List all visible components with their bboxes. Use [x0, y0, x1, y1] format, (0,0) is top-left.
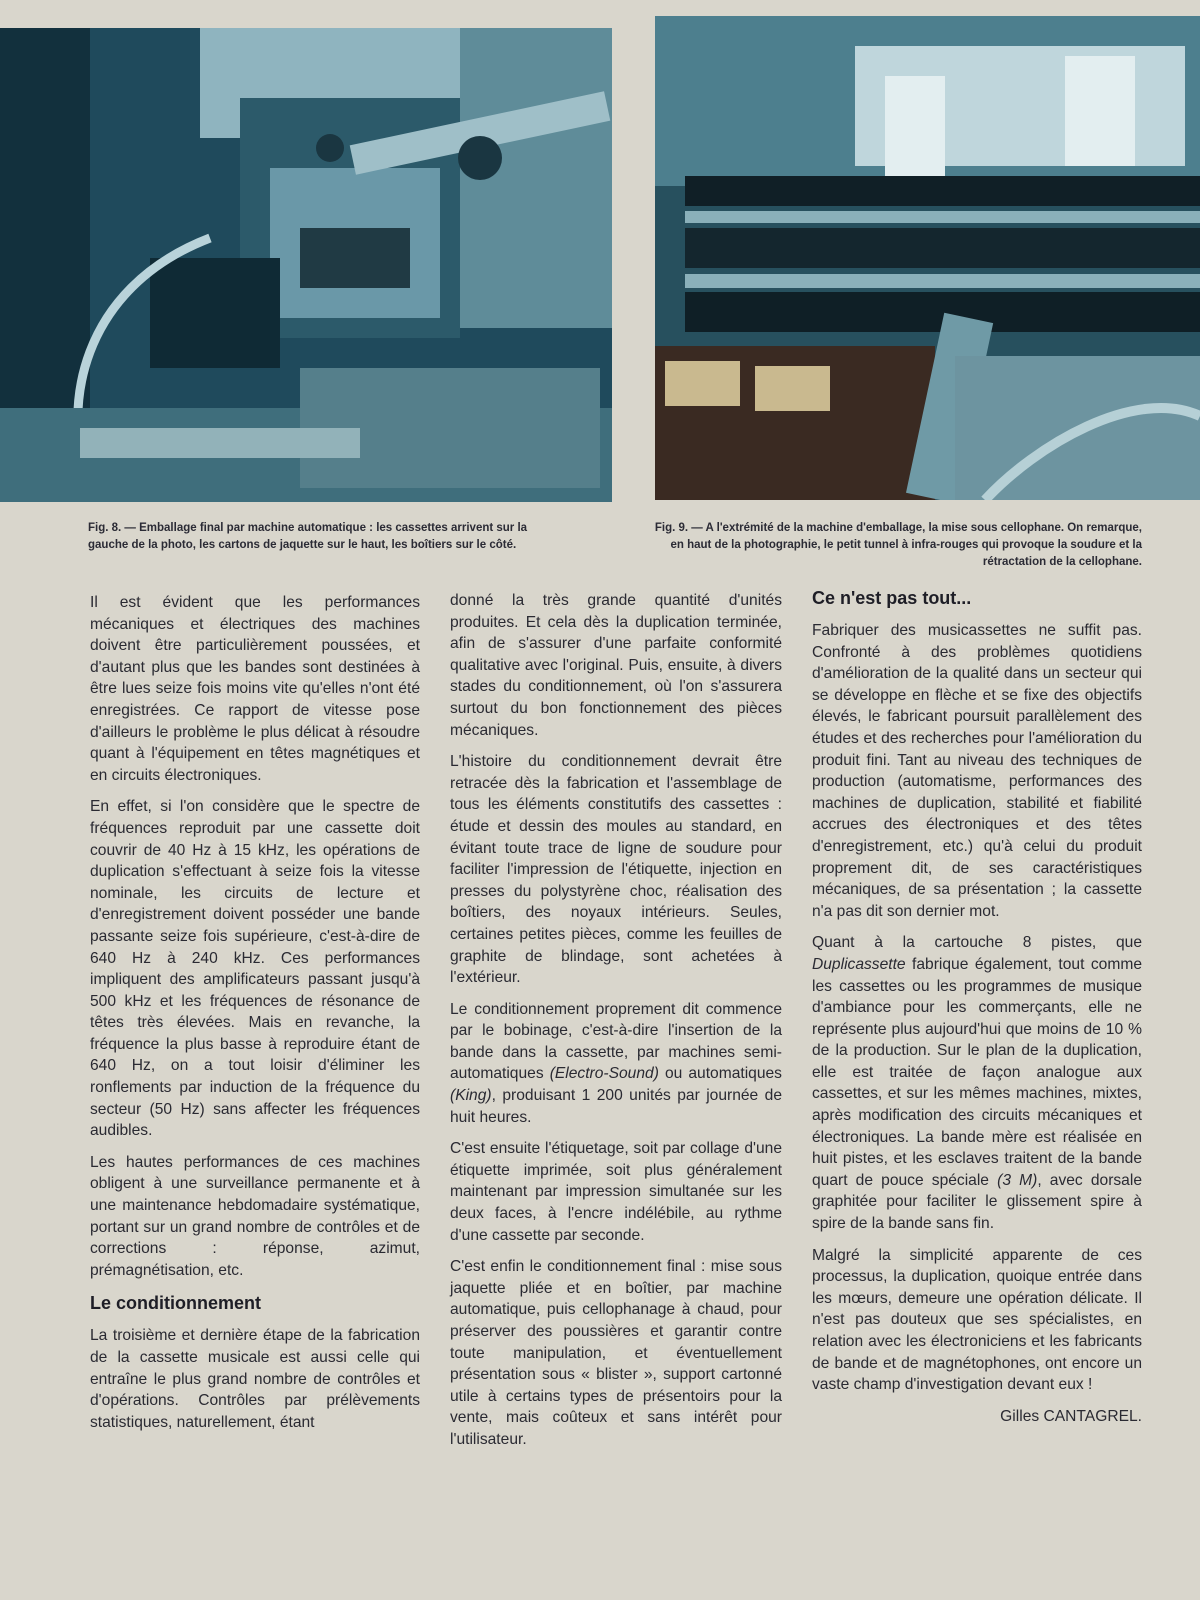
- paragraph: Malgré la simplicité apparente de ces processus, la duplication, quoique entrée dans les mœurs, demeure une opération délicate. Il n'est pas douteux que ses spécialistes, en relation avec les électroniciens et les fabricants de bande et de magnétophones, ont encore un vaste champ d'investigation devant eux !: [812, 1246, 1142, 1394]
- paragraph: Il est évident que les performances mécaniques et électriques des machines doivent être particulièrement poussées, et d'autant plus que les bandes sont destinées à être lues seize fois moins vite qu'elles n'ont été enregistrées. Ce rapport de vitesse pose d'ailleurs le problème le plus délicat à résoudre quant à l'équipement en têtes magnétiques et en circuits électroniques.: [90, 594, 420, 784]
- brand-name: (3 M): [997, 1171, 1038, 1189]
- text-run: ou automatiques: [658, 1065, 782, 1083]
- paragraph: Fabriquer des musicassettes ne suffit pas. Confronté à des problèmes quotidiens d'amélioration de la qualité dans un secteur qui se développe en flèche et se fixe des objectifs élevés, le fabricant poursuit parallèlement des études et des recherches pour l'amélioration du produit fini. Tant au niveau des techniques de production (automatisme, performances des machines de duplication, stabilité et fiabilité accrues des électroniques et des têtes d'enregistrement, etc.) qu'à celui du produit proprement dit, de ses caractéristiques mécaniques, de sa présentation ; la cassette n'a pas dit son dernier mot.: [812, 622, 1142, 920]
- brand-name: (Electro-Sound): [549, 1065, 659, 1083]
- paragraph: donné la très grande quantité d'unités produites. Et cela dès la duplication terminée, afin de s'assurer d'une parfaite conformité qualitative avec l'original. Puis, ensuite, à divers stades du conditionnement, où l'on s'assurera surtout du bon fonctionnement des pièces mécaniques.: [450, 592, 782, 739]
- section-heading: Le conditionnement: [90, 1293, 261, 1314]
- paragraph: La troisième et dernière étape de la fabrication de la cassette musicale est aussi celle qui entraîne le plus grand nombre de contrôles et d'opérations. Contrôles par prélèvements statistiques, naturellement, étant: [90, 1327, 420, 1431]
- packaging-machine-illustration: [0, 28, 612, 502]
- paragraph: C'est enfin le conditionnement final : mise sous jaquette pliée et en boîtier, par machine automatique, puis cellophanage à chaud, pour préserver des poussières et garantir contre toute manipulation, et éventuellement présentation sous « blister », support cartonné utile à certains types de présentoirs pour la vente, mais coûteux et sans intérêt pour l'utilisateur.: [450, 1258, 782, 1448]
- article-column-2: [450, 590, 782, 1461]
- paragraph: [812, 932, 1142, 1234]
- text-run: Quant à la cartouche 8 pistes, que: [812, 934, 1142, 952]
- figure-8-photo: [0, 28, 612, 502]
- paragraph: C'est ensuite l'étiquetage, soit par collage d'une étiquette imprimée, soit plus généralement maintenant par impression simultanée sur les deux faces, à l'encre indélébile, au rythme d'une cassette par seconde.: [450, 1140, 782, 1244]
- text-run: Le conditionnement proprement dit commence par le bobinage, c'est-à-dire l'insertion de la bande dans la cassette, par machines semi-automatiques: [450, 1000, 782, 1083]
- figure-9-caption: Fig. 9. — A l'extrémité de la machine d'emballage, la mise sous cellophane. On remarque, en haut de la photographie, le petit tunnel à infra-rouges qui provoque la soudure et la rétractation de la cellophane.: [654, 522, 1142, 568]
- text-run: , produisant 1 200 unités par journée de huit heures.: [450, 1087, 782, 1126]
- article-column-3: [812, 586, 1142, 1437]
- paragraph: [450, 999, 782, 1129]
- brand-name: (King): [450, 1087, 492, 1105]
- brand-name: Duplicassette: [812, 955, 906, 973]
- text-run: fabrique également, tout comme les cassettes ou les programmes de musique d'ambiance pour les commerçants, elle ne représente plus aujourd'hui que moins de 10 % de la production. Sur le plan de la duplication, elle est traitée de façon analogue aux cassettes, et sur les mêmes machines, mixtes, après modification des circuits mécaniques et électroniques. La bande mère est réalisée en huit pistes, et les esclaves traitent de la bande quart de pouce spéciale: [812, 955, 1142, 1189]
- paragraph: Les hautes performances de ces machines obligent à une surveillance permanente et à une maintenance hebdomadaire systématique, portant sur un grand nombre de contrôles et de corrections : réponse, azimut, prémagnétisation, etc.: [90, 1153, 420, 1279]
- author-signature: Gilles CANTAGREL.: [1000, 1407, 1142, 1425]
- section-heading: Ce n'est pas tout...: [812, 588, 972, 608]
- figure-8-caption: Fig. 8. — Emballage final par machine automatique : les cassettes arrivent sur la gauche de la photo, les cartons de jaquette sur le haut, les boîtiers sur le côté.: [88, 522, 528, 551]
- figure-9-photo: [655, 16, 1200, 500]
- article-column-1: [90, 592, 420, 1443]
- paragraph: L'histoire du conditionnement devrait être retracée dès la fabrication et l'assemblage de tous les éléments constitutifs des cassettes : étude et dessin des moules au standard, en évitant toute trace de ligne de soudure pour faciliter l'impression de l'étiquette, injection en presses du polystyrène choc, réalisation des boîtiers, des noyaux intérieurs. Seules, certaines petites pièces, comme les feuilles de graphite de blindage, sont achetées à l'extérieur.: [450, 753, 782, 987]
- paragraph: En effet, si l'on considère que le spectre de fréquences reproduit par une cassette doit couvrir de 40 Hz à 15 kHz, les opérations de duplication s'effectuant à seize fois la vitesse nominale, les circuits de lecture et d'enregistrement doivent posséder une bande passante seize fois supérieure, c'est-à-dire de 640 Hz à 240 kHz. Ces performances impliquent des amplificateurs passant jusqu'à 500 kHz et les fréquences de résonance de têtes très élevées. Mais en revanche, la fréquence la plus basse à reproduire étant de 640 Hz, on a tout loisir d'éliminer les ronflements par induction de la fréquence du secteur (50 Hz) sans affecter les fréquences audibles.: [90, 798, 420, 1140]
- text-run: , avec dorsale graphitée pour faciliter le glissement spire à spire de la bande sans fin.: [812, 1171, 1142, 1233]
- cellophane-tunnel-illustration: [655, 16, 1200, 500]
